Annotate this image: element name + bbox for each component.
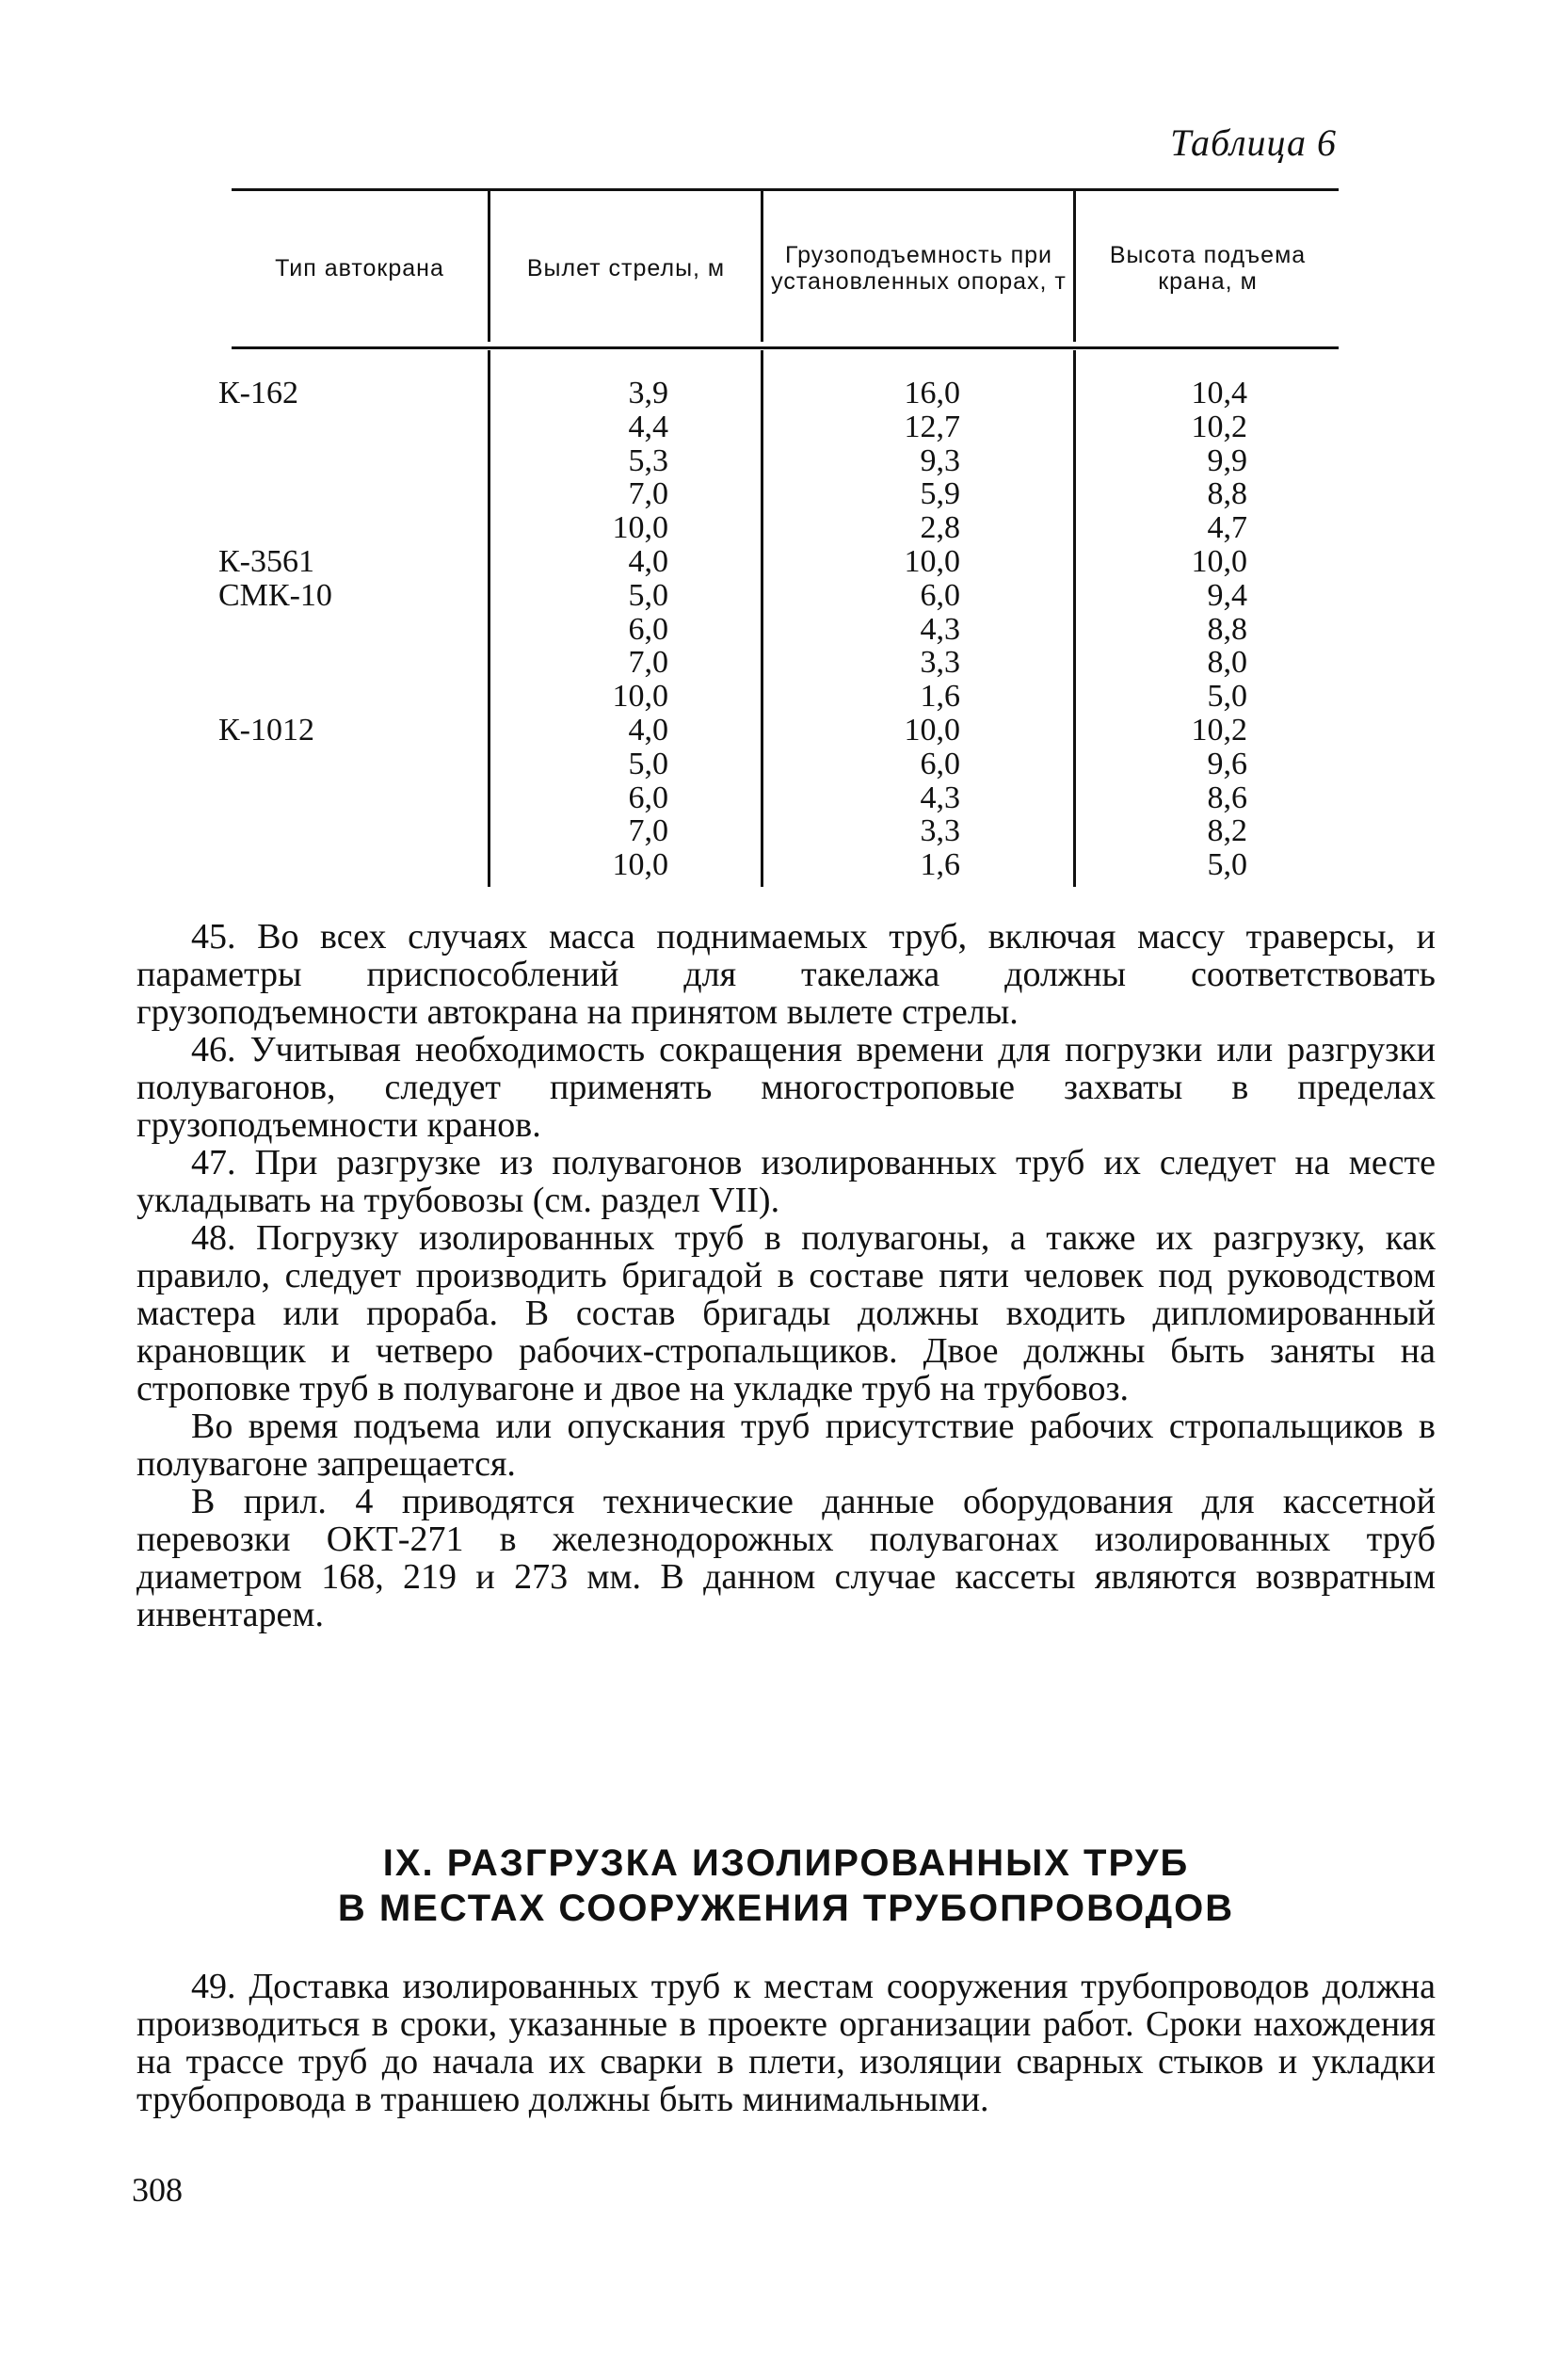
table-cell: 4,3 <box>920 780 960 815</box>
table-cell: 16,0 <box>904 376 960 410</box>
table-header-capacity: Грузоподъемность при установленных опорах, т <box>771 242 1067 295</box>
table-cell: 1,6 <box>920 679 960 715</box>
table-cell: 9,3 <box>920 442 960 478</box>
table-cell <box>218 410 463 444</box>
table-cell <box>218 646 463 680</box>
table-cell <box>218 511 463 545</box>
table-cell: 10,0 <box>612 847 668 883</box>
table-header-crane-type: Тип автокрана <box>275 255 444 281</box>
table-cell: 10,2 <box>1191 409 1247 444</box>
table-cell: 2,8 <box>920 510 960 546</box>
paragraph-49: 49. Доставка изолированных труб к местам сооружения трубопроводов должна производиться в сроки, указанные в проекте организации работ. Сроки нахождения на трассе труб до начала их сварки в плети, изоляции сварных стыков и укладки трубопровода в траншею должны быть минимальными. <box>136 1967 1436 2119</box>
table-body-divider-3 <box>1073 350 1076 887</box>
table-cell: 4,0 <box>628 712 668 748</box>
table-cell <box>218 781 463 815</box>
table-cell: 6,0 <box>920 746 960 781</box>
table-cell: 10,0 <box>904 712 960 748</box>
table-cell: К-3561 <box>218 543 314 579</box>
table-cell: 7,0 <box>628 813 668 849</box>
table-cell: 12,7 <box>904 409 960 444</box>
table-cell: К-162 <box>218 376 298 410</box>
paragraph-48-continued: Во время подъема или опускания труб присутствие рабочих стропальщиков в полувагоне запрещается. <box>136 1407 1436 1484</box>
table-cell: 5,0 <box>628 577 668 613</box>
table-cell: 5,9 <box>920 476 960 512</box>
page-number: 308 <box>132 2171 183 2209</box>
table-cell <box>218 814 463 848</box>
table-cell <box>218 444 463 478</box>
table-cell <box>218 748 463 781</box>
paragraph-48: 48. Погрузку изолированных труб в полувагоны, а также их разгрузку, как правило, следует производить бригадой в составе пяти человек под руководством мастера или прораба. В состав бригады должны входить дипломированный крановщик и четверо рабочих-стропальщиков. Двое должны быть заняты на строповке труб в полувагоне и двое на укладке труб на трубовоз. <box>136 1218 1436 1408</box>
table-cell: 8,8 <box>1207 476 1247 512</box>
body-text-lower <box>136 1968 1436 2118</box>
table-cell: 4,4 <box>628 409 668 444</box>
table-cell: 4,0 <box>628 543 668 579</box>
table-caption: Таблица 6 <box>1170 121 1337 164</box>
table-cell: СМК-10 <box>218 577 332 613</box>
table-header-rule <box>232 346 1339 349</box>
table-body-divider-1 <box>488 350 490 887</box>
table-cell: 8,6 <box>1207 780 1247 815</box>
table-cell: 9,6 <box>1207 746 1247 781</box>
table-column-crane-type <box>218 377 463 882</box>
section-heading-line-2: В МЕСТАХ СООРУЖЕНИЯ ТРУБОПРОВОДОВ <box>337 1888 1235 1929</box>
table-header-divider-2 <box>761 191 763 342</box>
table-header-divider-3 <box>1073 191 1076 342</box>
table-cell <box>218 477 463 511</box>
table-cell: 5,0 <box>1207 679 1247 715</box>
table-body-divider-2 <box>761 350 763 887</box>
paragraph-47: 47. При разгрузке из полувагонов изолированных труб их следует на месте укладывать на трубовозы (см. раздел VII). <box>136 1143 1436 1220</box>
table-column-boom-reach <box>527 377 668 882</box>
table-cell: 9,9 <box>1207 442 1247 478</box>
section-heading-line-1: IX. РАЗГРУЗКА ИЗОЛИРОВАННЫХ ТРУБ <box>382 1842 1190 1884</box>
table-column-capacity <box>800 377 960 882</box>
table-cell: 7,0 <box>628 645 668 681</box>
table-cell: 5,3 <box>628 442 668 478</box>
table-cell: 4,7 <box>1207 510 1247 546</box>
table-cell: 4,3 <box>920 611 960 647</box>
table-header-lift-height: Высота подъема крана, м <box>1109 242 1307 295</box>
table-header-divider-1 <box>488 191 490 342</box>
table-cell: 7,0 <box>628 476 668 512</box>
table-cell: 9,4 <box>1207 577 1247 613</box>
table-cell: 8,8 <box>1207 611 1247 647</box>
table-cell: 10,0 <box>1191 543 1247 579</box>
table-cell: 10,0 <box>612 679 668 715</box>
table-cell: 3,3 <box>920 813 960 849</box>
table-cell: К-1012 <box>218 712 314 748</box>
table-column-lift-height <box>1111 377 1247 882</box>
table-cell: 10,4 <box>1191 376 1247 410</box>
paragraph-appendix-note: В прил. 4 приводятся технические данные оборудования для кассетной перевозки ОКТ-271 в железнодорожных полувагонах изолированных труб диаметром 168, 219 и 273 мм. В данном случае кассеты являются возвратным инвентарем. <box>136 1482 1436 1634</box>
table-cell: 1,6 <box>920 847 960 883</box>
paragraph-45: 45. Во всех случаях масса поднимаемых труб, включая массу траверсы, и параметры приспособлений для такелажа должны соответствовать грузоподъемности автокрана на принятом вылете стрелы. <box>136 917 1436 1032</box>
table-cell <box>218 848 463 882</box>
table-cell: 6,0 <box>920 577 960 613</box>
table-cell <box>218 613 463 647</box>
section-heading <box>136 1841 1436 1931</box>
table-cell <box>218 680 463 714</box>
table-cell: 3,9 <box>628 376 668 410</box>
table-cell: 8,2 <box>1207 813 1247 849</box>
body-text-upper <box>136 918 1436 1633</box>
table-cell: 10,2 <box>1191 712 1247 748</box>
table-cell: 5,0 <box>628 746 668 781</box>
table-cell: 10,0 <box>612 510 668 546</box>
table-header-boom-reach: Вылет стрелы, м <box>526 255 726 281</box>
table-cell: 8,0 <box>1207 645 1247 681</box>
table-cell: 6,0 <box>628 780 668 815</box>
table-top-rule <box>232 188 1339 191</box>
paragraph-46: 46. Учитывая необходимость сокращения времени для погрузки или разгрузки полувагонов, следует применять многостроповые захваты в пределах грузоподъемности кранов. <box>136 1030 1436 1145</box>
table-cell: 3,3 <box>920 645 960 681</box>
table-cell: 10,0 <box>904 543 960 579</box>
table-cell: 6,0 <box>628 611 668 647</box>
table-cell: 5,0 <box>1207 847 1247 883</box>
